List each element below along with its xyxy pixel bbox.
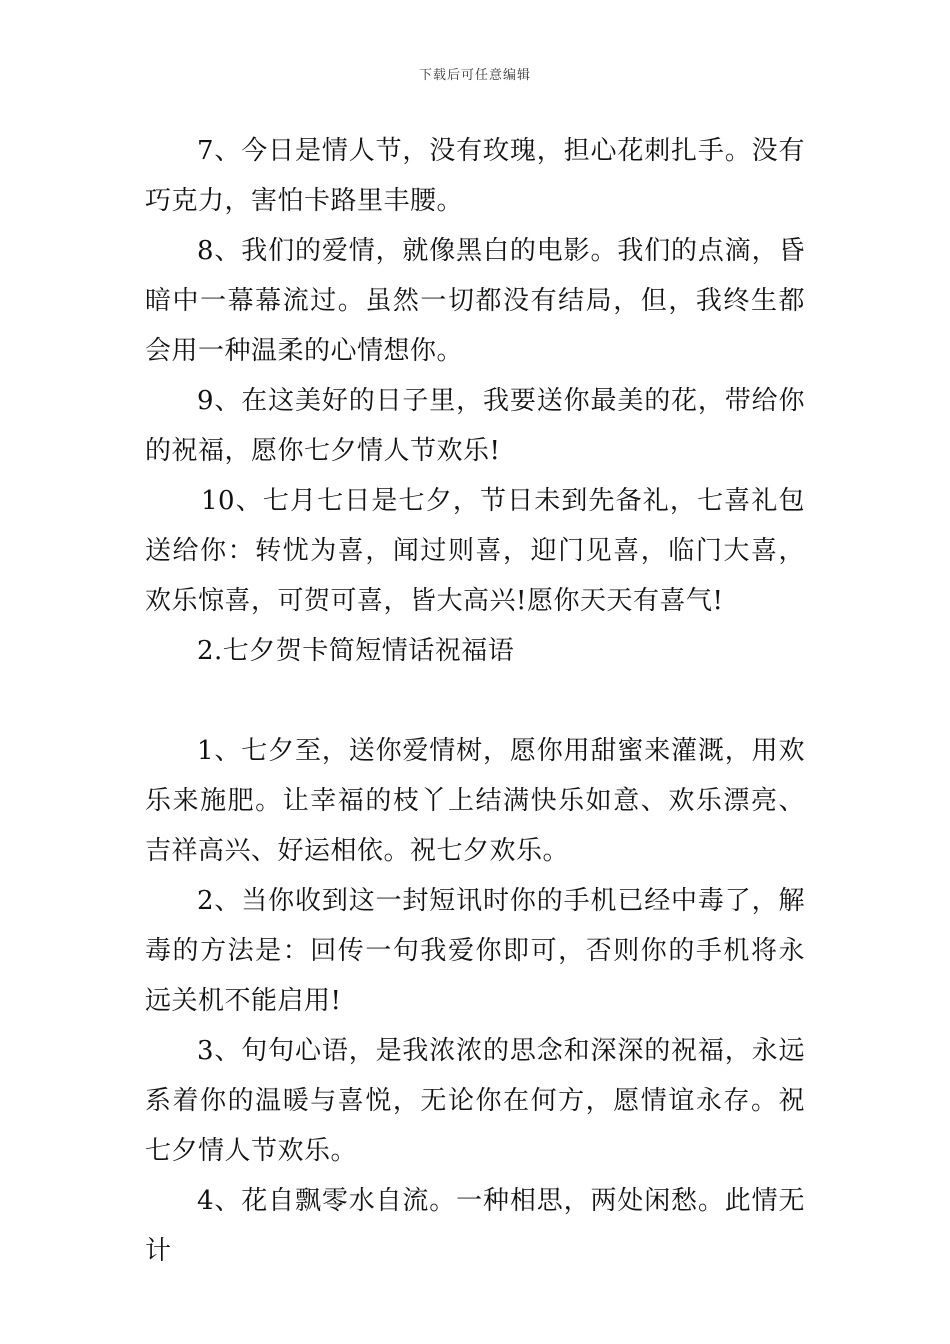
document-body bbox=[145, 126, 805, 1276]
paragraph-9: 9、在这美好的日子里，我要送你最美的花，带给你的祝福，愿你七夕情人节欢乐! bbox=[145, 386, 805, 466]
paragraph-2: 2、当你收到这一封短讯时你的手机已经中毒了，解毒的方法是：回传一句我爱你即可，否则你的手机将永远关机不能启用! bbox=[145, 886, 805, 1016]
paragraph-10: 10、七月七日是七夕，节日未到先备礼，七喜礼包送给你：转忧为喜，闻过则喜，迎门见喜，临门大喜，欢乐惊喜，可贺可喜，皆大高兴!愿你天天有喜气! bbox=[145, 486, 805, 616]
paragraph-1: 1、七夕至，送你爱情树，愿你用甜蜜来灌溉，用欢乐来施肥。让幸福的枝丫上结满快乐如意、欢乐漂亮、吉祥高兴、好运相依。祝七夕欢乐。 bbox=[145, 736, 805, 866]
page-header: 下载后可任意编辑 bbox=[418, 68, 531, 83]
blank-line bbox=[145, 676, 805, 726]
paragraph-8: 8、我们的爱情，就像黑白的电影。我们的点滴，昏暗中一幕幕流过。虽然一切都没有结局，但，我终生都会用一种温柔的心情想你。 bbox=[145, 236, 805, 366]
section-title: 2.七夕贺卡简短情话祝福语 bbox=[197, 636, 515, 666]
paragraph-7: 7、今日是情人节，没有玫瑰，担心花刺扎手。没有巧克力，害怕卡路里丰腰。 bbox=[145, 136, 805, 216]
paragraph-3: 3、句句心语，是我浓浓的思念和深深的祝福，永远系着你的温暖与喜悦，无论你在何方，愿情谊永存。祝七夕情人节欢乐。 bbox=[145, 1036, 805, 1166]
paragraph-4: 4、花自飘零水自流。一种相思，两处闲愁。此情无计 bbox=[145, 1186, 805, 1266]
